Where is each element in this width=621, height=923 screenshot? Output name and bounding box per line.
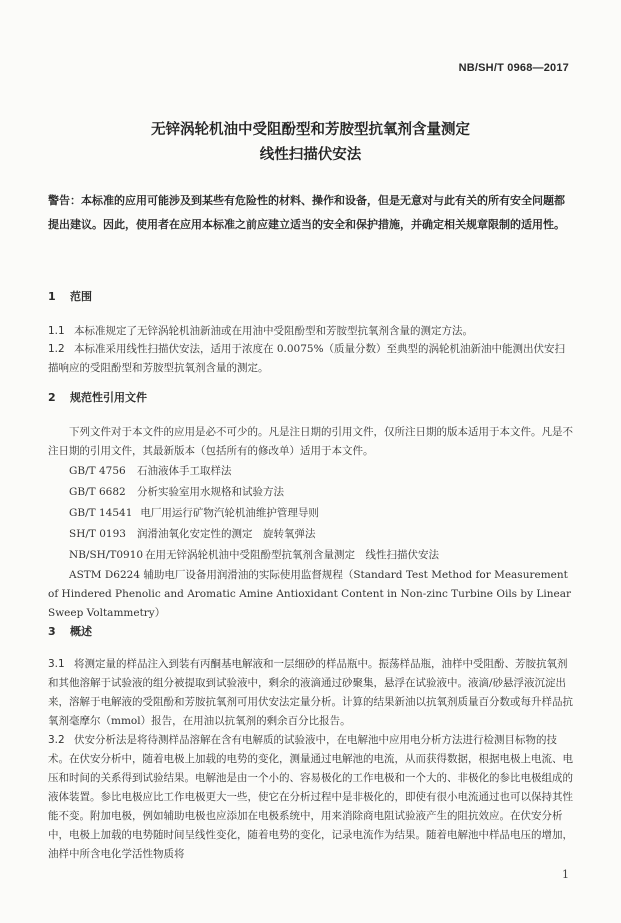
- warning-paragraph: 警告：本标准的应用可能涉及到某些有危险性的材料、操作和设备，但是无意对与此有关的所有安全问题都提出建议。因此，使用者在应用本标准之前应建立适当的安全和保护措施，并确定相关规章限制的适用性。: [48, 194, 565, 231]
- section-2-heading: [48, 388, 147, 408]
- reference-code: SH/T 0193: [69, 528, 126, 540]
- clause-1-1: [48, 322, 574, 341]
- reference-title: 分析实验室用水规格和试验方法: [137, 486, 284, 498]
- reference-title: 在用无锌涡轮机油中受阻酚型抗氧剂含量测定 线性扫描伏安法: [145, 549, 440, 561]
- section-3-heading: [48, 622, 92, 642]
- clause-1-2: [48, 340, 574, 378]
- reference-code: GB/T 4756: [69, 465, 126, 477]
- reference-code: GB/T 14541: [69, 507, 133, 519]
- section-title: 范围: [70, 290, 92, 303]
- reference-item: [69, 461, 574, 482]
- references-intro: 下列文件对于本文件的应用是必不可少的。凡是注日期的引用文件，仅所注日期的版本适用于本文件。凡是不注日期的引用文件，其最新版本（包括所有的修改单）适用于本文件。: [48, 426, 573, 457]
- section-number: 3: [48, 625, 56, 638]
- clause-3-2: [48, 731, 574, 864]
- reference-item: [69, 503, 574, 524]
- clause-number: 1.2: [48, 343, 65, 355]
- clause-number: 3.1: [48, 658, 65, 670]
- reference-item: [69, 524, 574, 545]
- clause-3-1: [48, 655, 574, 731]
- page-number: 1: [562, 868, 569, 881]
- standard-number: NB/SH/T 0968—2017: [458, 62, 569, 74]
- document-title-line2: 线性扫描伏安法: [259, 147, 362, 163]
- section-title: 概述: [70, 625, 92, 638]
- reference-title: 石油液体手工取样法: [137, 465, 232, 477]
- document-title-line1: 无锌涡轮机油中受阻酚型和芳胺型抗氧剂含量测定: [151, 122, 470, 138]
- clause-number: 1.1: [48, 325, 65, 337]
- section-1-heading: [48, 287, 92, 307]
- reference-code: GB/T 6682: [69, 486, 126, 498]
- reference-title: 电厂用运行矿物汽轮机油维护管理导则: [140, 507, 319, 519]
- section-number: 2: [48, 391, 56, 404]
- reference-code: NB/SH/T0910: [69, 549, 144, 561]
- clause-number: 3.2: [48, 734, 65, 746]
- clause-text: 将测定量的样品注入到装有丙酮基电解液和一层细砂的样品瓶中。振荡样品瓶，油样中受阻酚、芳胺抗氧剂和其他溶解于试验液的组分被提取到试验液中，剩余的液滴通过砂聚集，悬浮在试验液中。液滴/砂悬浮液沉淀出来，溶解于电解液的受阻酚和芳胺抗氧剂可用伏安法定量分析。计算的结果新油以抗氧剂质量百分数或每升样品抗氧剂毫摩尔（mmol）报告，在用油以抗氧剂的剩余百分比报告。: [48, 658, 573, 727]
- section-number: 1: [48, 290, 56, 303]
- reference-astm: ASTM D6224 辅助电厂设备用润滑油的实际使用监督规程（Standard Test Method for Measurement of Hindered Phenolic and Aromatic Amine Antioxidant Content in Non-zinc Turbine Oils by Linear Sweep Voltammetry）: [48, 569, 571, 619]
- section-title: 规范性引用文件: [70, 391, 147, 404]
- reference-title: 润滑油氧化安定性的测定 旋转氧弹法: [137, 528, 316, 540]
- reference-item: [69, 482, 574, 503]
- clause-text: 本标准采用线性扫描伏安法，适用于浓度在 0.0075%（质量分数）至典型的涡轮机油新油中能测出伏安扫描响应的受阻酚型和芳胺型抗氧剂含量的测定。: [48, 343, 566, 374]
- clause-text: 本标准规定了无锌涡轮机油新油或在用油中受阻酚型和芳胺型抗氧剂含量的测定方法。: [74, 325, 473, 337]
- clause-text: 伏安分析法是将待测样品溶解在含有电解质的试验液中，在电解池中应用电分析方法进行检测目标物的技术。在伏安分析中，随着电极上加载的电势的变化，测量通过电解池的电流，从而获得数据，根据电极上电流、电压和时间的关系得到试验结果。电解池是由一个小的、容易极化的工作电极和一个大的、非极化的参比电极组成的液体装置。参比电极应比工作电极更大一些，使它在分析过程中是非极化的，即使有很小电流通过也可以保持其性能不变。附加电极，例如辅助电极也应添加在电极系统中，用来消除商电阻试验液产生的阻抗效应。在伏安分析中，电极上加载的电势随时间呈线性变化，随着电势的变化，记录电流作为结果。随着电解池中样品电压的增加，油样中所含电化学活性物质将: [48, 734, 573, 860]
- reference-item: [69, 545, 574, 566]
